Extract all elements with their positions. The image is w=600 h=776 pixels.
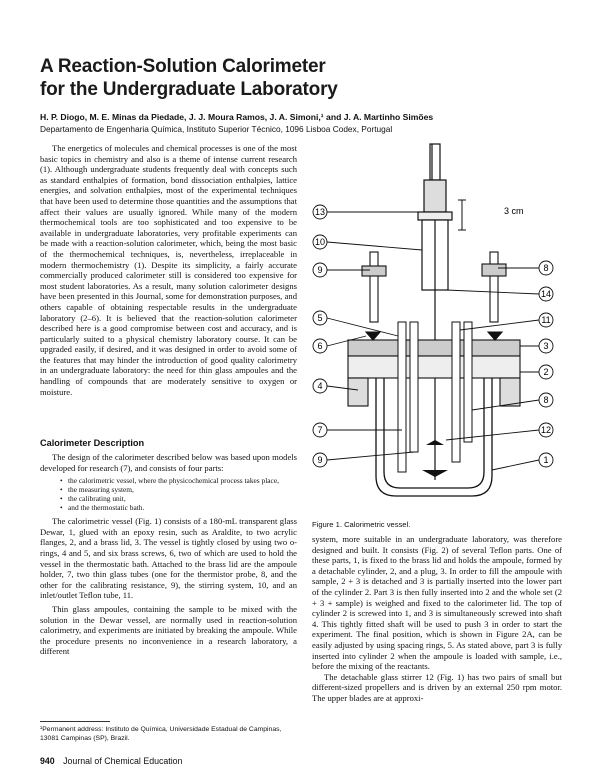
scale-bar: [458, 200, 524, 230]
footnote: ¹Permanent address: Instituto de Química, Universidade Estadual de Campinas, 13081 Campinas (SP), Brazil.: [40, 726, 282, 742]
callout-3: 3: [543, 341, 549, 351]
list-item: • the calorimetric vessel, where the physicochemical process takes place,: [60, 476, 297, 485]
callout-9b: 9: [317, 455, 323, 465]
description-column: [40, 452, 297, 660]
intro-column: [40, 143, 297, 397]
title-line-2: for the Undergraduate Laboratory: [40, 79, 338, 100]
callout-2: 2: [543, 367, 549, 377]
ampoule-paragraph: Thin glass ampoules, containing the sample to be mixed with the solution in the Dewar vessel, are normally used in reaction-solution calorimetry, and experiments are initiated by breaking the ampoule. While the procedure presents no inconvenience in a research laboratory, a different: [40, 603, 297, 657]
callout-13: 13: [314, 207, 326, 217]
callout-8: 8: [543, 263, 549, 273]
callout-4: 4: [317, 381, 323, 391]
footnote-rule: [40, 721, 110, 722]
list-item: • the measuring system,: [60, 485, 297, 494]
right-paragraph-1: system, more suitable in an undergraduate laboratory, was therefore designed and built. It consists (Fig. 2) of several Teflon parts. One of these parts, 1, is fixed to the brass lid and holds the ampoule, formed by a detachable cylinder, 2, and a plug, 3. In order to fill the ampoule with sample, 2 + 3 is detached and 3 is partially inserted into the lower part of the cylinder 2. Part 3 is then fully inserted into 2 and the whole set (2 + 3 + sample) is weighed and fixed to the calorimeter lid. The top of cylinder 2 is screwed into 1, and 3 is simultaneously screwed into shaft 4. This tightly fitted shaft will be used to push 3 in order to start the experiment. The final position, which is shown in Figure 2A, can be easily adjusted by using spacing rings, 5. As stated above, part 3 is fully inserted into cylinder 2 when the ampoule is loaded with sample, i.e., before the mixing of the reactants.: [312, 534, 562, 672]
callout-11: 11: [541, 315, 551, 325]
affiliation: Departamento de Engenharia Química, Instituto Superior Técnico, 1096 Lisboa Codex, Portugal: [40, 124, 393, 134]
author-list: H. P. Diogo, M. E. Minas da Piedade, J. J. Moura Ramos, J. A. Simoni,¹ and J. A. Martinho Simões: [40, 112, 434, 122]
callout-6: 6: [317, 341, 323, 351]
callout-10: 10: [314, 237, 326, 247]
page-footer: [40, 756, 182, 766]
right-paragraph-2: The detachable glass stirrer 12 (Fig. 1) has two pairs of small but different-sized propellers and is driven by an external 250 rpm motor. The upper blades are at approxi-: [312, 671, 562, 703]
calorimeter-figure: [306, 140, 562, 518]
vessel-paragraph: The calorimetric vessel (Fig. 1) consists of a 180-mL transparent glass Dewar, 1, glued with an epoxy resin, such as Araldite, to two acrylic flanges, 2, and a brass lid, 3. The vessel is tightly closed by using two o-rings, 4 and 5, and six brass screws, 6, two of which are used to hold the vessel in the thermostatic bath. Attached to the brass lid are the ampoule holder, 7, two thin glass tubes (one for the thermistor probe, 8, and the other for the calibrating resistance, 9), the stirring system, 10, and an inlet/outlet Teflon tube, 11.: [40, 516, 297, 601]
callout-9: 9: [317, 265, 323, 275]
callout-5: 5: [317, 313, 323, 323]
list-item: • the calibrating unit,: [60, 494, 297, 503]
article-title: [40, 55, 560, 101]
stirrer-shaft: [418, 144, 452, 480]
list-item: • and the thermostatic bath.: [60, 503, 297, 512]
intro-paragraph: The energetics of molecules and chemical processes is one of the most basic topics in chemistry and also is a theme of intense current research (1). Although undergraduate students frequently deal with concepts such as standard enthalpies of formation, bond dissociation enthalpies, lattice energies, and solvation enthalpies, most of the experimental techniques that have been used to determine those quantities and the assumptions that affect their values are usually ignored. While many of the modern thermochemical tools are too sophisticated and too expensive to be available in undergraduate laboratories, very profitable experiments can be made with a reaction-solution calorimeter, which, being the most basic of the thermochemical techniques, is, nevertheless, irreplaceable in modern thermochemistry (1). Despite its simplicity, a fairly accurate commercially produced calorimeter still is considered too expensive for most student laboratories. As a result, many solution calorimeter designs have been presented in this Journal, some for demonstration purposes, and others capable of obtaining respectable results in the undergraduate laboratory (2–6). It is believed that the reaction-solution calorimeter described here is a good compromise between cost and accuracy, and is particularly suited to a physical chemistry laboratory course. It can be upgraded easily, if desired, and it was designed in order to avoid some of the features that may hinder the introduction of good quality calorimetry in an undergraduate laboratory: the need for thin glass ampoules and the handling of compounds that are moderately sensitive to oxygen or moisture.: [40, 143, 297, 397]
scale-label: 3 cm: [504, 206, 524, 216]
figure-caption: Figure 1. Calorimetric vessel.: [312, 520, 411, 529]
page-number: 940: [40, 756, 55, 766]
right-column: [312, 534, 562, 704]
section-heading: Calorimeter Description: [40, 438, 145, 448]
title-line-1: A Reaction-Solution Calorimeter: [40, 56, 326, 77]
callout-12: 12: [540, 425, 552, 435]
parts-list: [60, 476, 297, 512]
callout-7: 7: [317, 425, 323, 435]
journal-name: Journal of Chemical Education: [63, 756, 183, 766]
callout-14: 14: [540, 289, 552, 299]
callout-8b: 8: [543, 395, 549, 405]
callout-1: 1: [543, 455, 549, 465]
description-paragraph: The design of the calorimeter described below was based upon models developed for research (7), and consists of four parts:: [40, 452, 297, 473]
brass-lid: [348, 332, 520, 406]
